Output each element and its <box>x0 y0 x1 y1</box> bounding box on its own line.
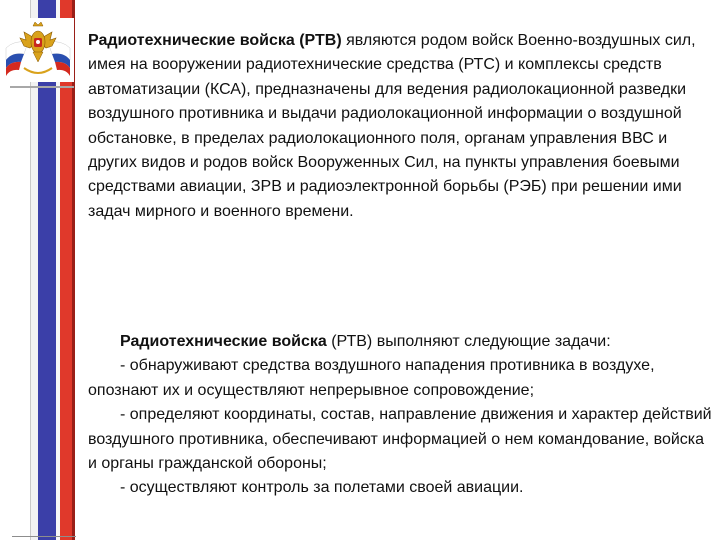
rtv-definition-text: являются родом войск Военно-воздушных сил, имея на вооружении радиотехнические средства (РТС) и комплексы средств автоматизации (КСА), предназначены для ведения радиолокационной разведки воздушного противника и выдачи радиолокационной информации о воздушной обстановке, в пределах радиолокационного поля, органам управления ВВС и других видов и родов войск Вооруженных Сил, на пункты управления боевыми средствами авиации, ЗРВ и радиоэлектронной борьбы (РЭБ) при решении ими задач мирного и военного времени. <box>88 32 696 220</box>
rtv-task-item: - осуществляют контроль за полетами своей авиации. <box>120 479 524 497</box>
bottom-rule <box>12 536 76 537</box>
rtv-tasks-block <box>88 330 712 501</box>
emblem-divider <box>10 86 74 88</box>
rtv-definition-paragraph <box>88 29 708 224</box>
emblem-icon <box>2 18 74 82</box>
rtv-tasks-term: Радиотехнические войска <box>120 333 327 350</box>
rtv-task-item: - обнаруживают средства воздушного нападения противника в воздухе, опознают их и осуществляют непрерывное сопровождение; <box>88 357 655 399</box>
rtv-task-item: - определяют координаты, состав, направление движения и характер действий воздушного противника, обеспечивают информацией о нем командование, войска и органы гражданской обороны; <box>88 406 712 473</box>
rtv-definition-term: Радиотехнические войска (РТВ) <box>88 32 342 49</box>
rtv-tasks-intro <box>88 330 712 354</box>
rtv-tasks-intro-text: (РТВ) выполняют следующие задачи: <box>326 333 611 350</box>
